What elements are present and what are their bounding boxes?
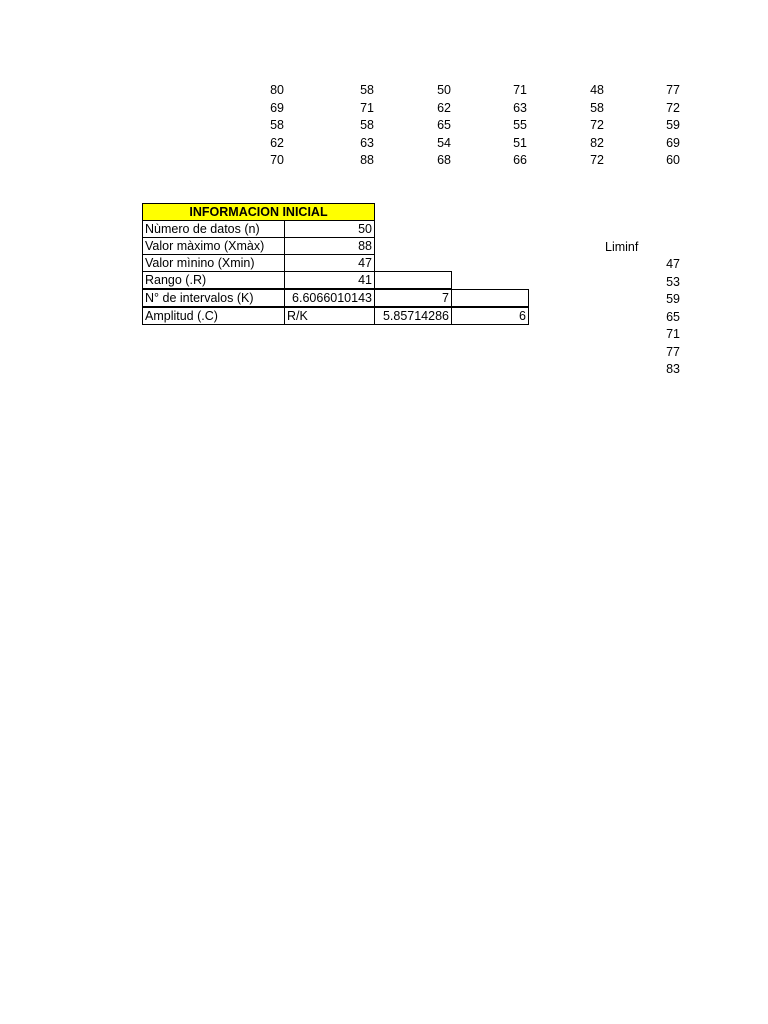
info-empty-cell xyxy=(374,271,452,289)
liminf-value: 53 xyxy=(666,274,680,289)
data-cell: 62 xyxy=(437,100,451,115)
data-cell: 58 xyxy=(360,83,374,97)
data-cell: 77 xyxy=(666,83,680,97)
data-cell: 72 xyxy=(666,100,680,115)
data-cell: 54 xyxy=(437,135,451,150)
data-cell: 55 xyxy=(513,118,527,132)
liminf-value: 65 xyxy=(666,309,680,324)
liminf-value: 83 xyxy=(666,362,680,376)
info-value-n: 50 xyxy=(284,220,375,238)
data-cell: 48 xyxy=(590,83,604,97)
info-table-header: INFORMACION INICIAL xyxy=(142,203,375,221)
data-cell: 82 xyxy=(590,135,604,150)
data-cell: 72 xyxy=(590,153,604,167)
info-value-rango: 41 xyxy=(284,271,375,289)
data-cell: 58 xyxy=(360,118,374,132)
info-value-amplitud-formula: R/K xyxy=(284,307,375,325)
data-cell: 66 xyxy=(513,153,527,167)
info-label-xmax: Valor màximo (Xmàx) xyxy=(142,237,285,255)
data-cell: 58 xyxy=(270,118,284,132)
liminf-value: 47 xyxy=(666,257,680,271)
data-cell: 88 xyxy=(360,153,374,167)
info-empty-cell xyxy=(451,289,529,307)
data-cell: 51 xyxy=(513,135,527,150)
data-cell: 59 xyxy=(666,118,680,132)
info-value-amplitud: 5.85714286 xyxy=(374,307,452,325)
data-cell: 70 xyxy=(270,153,284,167)
liminf-value: 59 xyxy=(666,292,680,306)
info-value-k-rounded: 7 xyxy=(374,289,452,307)
data-cell: 80 xyxy=(270,83,284,97)
data-cell: 72 xyxy=(590,118,604,132)
data-cell: 50 xyxy=(437,83,451,97)
info-value-xmax: 88 xyxy=(284,237,375,255)
data-cell: 65 xyxy=(437,118,451,132)
info-label-rango: Rango (.R) xyxy=(142,271,285,289)
liminf-value: 77 xyxy=(666,344,680,359)
liminf-list xyxy=(628,256,680,379)
liminf-title: Liminf xyxy=(605,240,639,254)
data-cell: 69 xyxy=(666,135,680,150)
info-value-amplitud-rounded: 6 xyxy=(451,307,529,325)
data-cell: 63 xyxy=(360,135,374,150)
data-cell: 68 xyxy=(437,153,451,167)
data-cell: 62 xyxy=(270,135,284,150)
data-cell: 63 xyxy=(513,100,527,115)
data-cell: 71 xyxy=(513,83,527,97)
info-label-k: N° de intervalos (K) xyxy=(142,289,285,307)
data-cell: 60 xyxy=(666,153,680,167)
liminf-value: 71 xyxy=(666,327,680,341)
data-cell: 71 xyxy=(360,100,374,115)
info-label-xmin: Valor mìnino (Xmin) xyxy=(142,254,285,272)
data-cell: 58 xyxy=(590,100,604,115)
data-cell: 69 xyxy=(270,100,284,115)
info-value-k: 6.6066010143 xyxy=(284,289,375,307)
info-value-xmin: 47 xyxy=(284,254,375,272)
info-label-amplitud: Amplitud (.C) xyxy=(142,307,285,325)
info-label-n: Nùmero de datos (n) xyxy=(142,220,285,238)
